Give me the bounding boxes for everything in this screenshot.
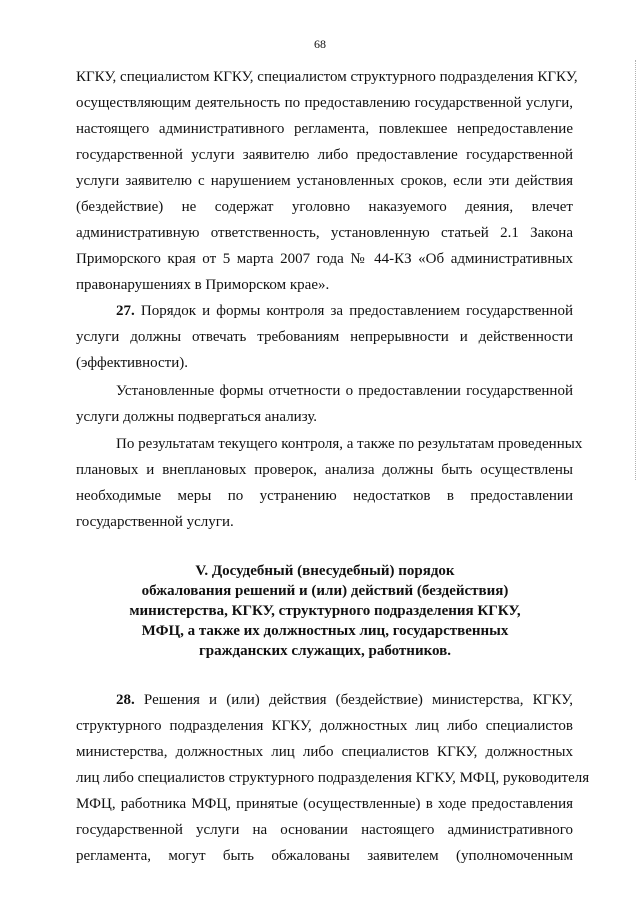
paragraph-28-first-line [116, 690, 573, 710]
paragraph-27-number: 27. [116, 303, 135, 319]
paragraph-line: КГКУ, специалистом КГКУ, специалистом структурного подразделения КГКУ, [76, 69, 578, 85]
section-heading-line: МФЦ, а также их должностных лиц, государственных [141, 623, 509, 639]
paragraph-line: (бездействие) не содержат уголовно наказуемого деяния, влечет [76, 199, 573, 215]
paragraph-line: регламента, могут быть обжалованы заявителем (уполномоченным [76, 848, 573, 864]
paragraph-line: структурного подразделения КГКУ, должностных лиц либо специалистов [76, 718, 573, 734]
paragraph-line: государственной услуги на основании настоящего административного [76, 822, 573, 838]
paragraph-line: министерства, должностных лиц либо специалистов КГКУ, должностных [76, 744, 573, 760]
paragraph-line: Установленные формы отчетности о предоставлении государственной [116, 383, 573, 399]
paragraph-line: правонарушениях в Приморском крае». [76, 277, 330, 293]
paragraph-27-first-line [116, 301, 573, 321]
paragraph-line: государственной услуги. [76, 514, 234, 530]
section-heading-line: обжалования решений и (или) действий (бездействия) [141, 583, 509, 599]
paragraph-line: (эффективности). [76, 355, 188, 371]
scan-edge-marks [633, 60, 636, 480]
paragraph-27-text: Порядок и формы контроля за предоставлением государственной [140, 303, 573, 319]
paragraph-line: По результатам текущего контроля, а также по результатам проведенных [116, 436, 583, 452]
paragraph-line: административную ответственность, установленную статьей 2.1 Закона [76, 225, 573, 241]
paragraph-line: осуществляющим деятельность по предоставлению государственной услуги, [76, 95, 573, 111]
paragraph-line: государственной услуги заявителю либо предоставление государственной [76, 147, 573, 163]
section-heading-line: министерства, КГКУ, структурного подразделения КГКУ, [129, 603, 521, 619]
section-heading-line: гражданских служащих, работников. [198, 643, 452, 659]
paragraph-line: Приморского края от 5 марта 2007 года № 44-КЗ «Об административных [76, 251, 573, 267]
paragraph-28-text: Решения и (или) действия (бездействие) министерства, КГКУ, [143, 692, 573, 708]
paragraph-line: плановых и внеплановых проверок, анализа должны быть осуществлены [76, 462, 573, 478]
paragraph-line: лиц либо специалистов структурного подразделения КГКУ, МФЦ, руководителя [76, 770, 590, 786]
paragraph-line: настоящего административного регламента, повлекшее непредоставление [76, 121, 573, 137]
paragraph-line: услуги заявителю с нарушением установленных сроков, если эти действия [76, 173, 573, 189]
paragraph-line: МФЦ, работника МФЦ, принятые (осуществленные) в ходе предоставления [76, 796, 573, 812]
paragraph-28-number: 28. [116, 692, 135, 708]
paragraph-line: услуги должны отвечать требованиям непрерывности и действенности [76, 329, 573, 345]
page-number: 68 [314, 37, 326, 51]
paragraph-line: необходимые меры по устранению недостатков в предоставлении [76, 488, 573, 504]
paragraph-line: услуги должны подвергаться анализу. [76, 409, 318, 425]
section-heading-line: V. Досудебный (внесудебный) порядок [195, 563, 455, 579]
